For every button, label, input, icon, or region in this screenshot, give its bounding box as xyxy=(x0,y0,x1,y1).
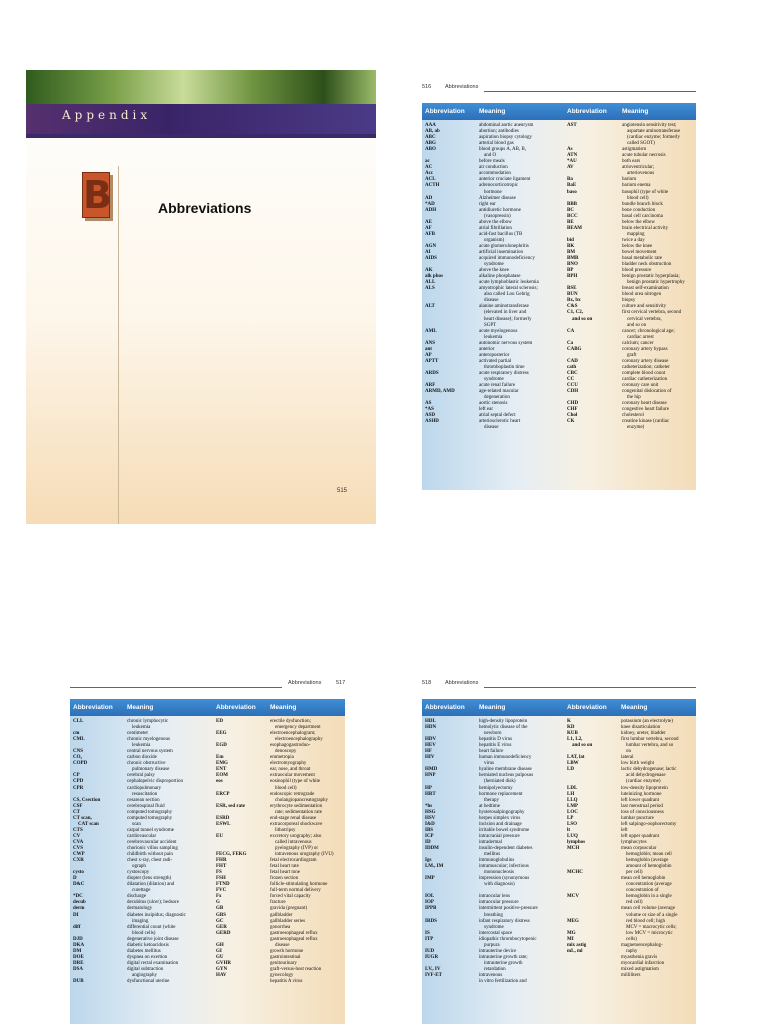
header-meaning: Meaning xyxy=(621,704,648,711)
abbreviations-table-517 xyxy=(70,699,345,1024)
appendix-label: Appendix xyxy=(62,108,152,122)
meaning-column: potassium (an electrolyte) knee disarticulation kidney, ureter, bladder first lumbar vertebra, second lumbar vertebra, and so on lateral low birth weight lactic dehydrogenase; lactic acid dehydrogenase (cardiac enzyme) low-density lipoprotein luteinizing hormone left lower quadrant last menstrual period loss of consciousness lumbar puncture left salpingo-oophorectomy left left upper quadrant lymphocytes mean corpuscular hemoglobin; mean cell hemoglobin (average amount of hemoglobin per cell) mean cell hemoglobin concentration (average concentration of hemoglobin in a single red cell) mean cell volume (average volume or size of a single red blood cell; high MCV = macrocytic cells; low MCV = microcytic cells) magnetoencephalog- raphy myasthenia gravis myocardial infarction mixed astigmatism milliliters xyxy=(621,719,679,978)
page-number: 517 xyxy=(336,680,346,686)
divider-line xyxy=(118,166,119,524)
running-head-title: Abbreviations xyxy=(288,680,322,686)
header-meaning: Meaning xyxy=(127,704,154,711)
header-abbreviation: Abbreviation xyxy=(567,108,607,115)
abbreviations-table-516 xyxy=(422,103,696,490)
header-abbreviation: Abbreviation xyxy=(425,108,465,115)
page-number: 515 xyxy=(337,488,348,494)
abbreviation-column: HDL HDN HDV HEV HF HIV HMD HNP HP HRT *hs HSG HSV I&D IBS ICP ID IDDM Igs I.M., IM IMP IOL IOP IPPB IRDS IS ITP IUD IUGR I.V., IV IVF-ET xyxy=(425,719,444,978)
meaning-column: erectile dysfunction; emergency department electroencephalogram; electroencephalography esophagogastroduo- denoscopy emmetropia electromyography ear, nose, and throat extraocular movement eosinophil (type of white blood cell) endoscopic retrograde cholangiopancreatography erythrocyte sedimentation rate; sedimentation rate end-stage renal disease extracorporeal shockwave lithotripsy excretory urography; also called intravenous pyelography (IVP) or intravenous urography (IVU) fetal electrocardiogram fetal heart rate fetal heart tone frozen section follicle-stimulating hormone full-term normal delivery forced vital capacity fracture gravida (pregnant) gallbladder gallbladder series gonorrhea gastroesophageal reflux gastroesophageal reflux disease growth hormone gastrointestinal genitourinary graft-versus-host reaction gynecology hepatitis A virus xyxy=(270,719,334,985)
page-number: 516 xyxy=(422,84,432,90)
meaning-column: high-density lipoprotein hemolytic disease of the newborn hepatitis D virus hepatitis E virus heart failure human immunodeficiency virus hyaline membrane disease herniated nucleus pulposus (herniated disk) hemipolyectomy hormone replacement therapy at bedtime hysterosalpingography herpes simplex virus incision and drainage irritable bowel syndrome intracranial pressure intradermal insulin-dependent diabetes mellitus immunoglobulins intramuscular; infectious mononucleosis impression (synonymous with diagnosis) intraocular lens intraocular pressure intermittent positive-pressure breathing infant respiratory distress syndrome intercostal space idiopathic thrombocytopenic purpura intrauterine device intrauterine growth rate; intrauterine growth retardation intravenous in vitro fertilization and xyxy=(479,719,538,985)
abbreviation-column: AAA AB, ab ABC ABG ABO ac AC Acc ACL ACTH AD *AD ADH AE AF AFB AGN AI AIDS AK alk phos ALL ALS ALT AML ANS ant AP APTT ARDS ARF ARMD, AMD AS *AS ASD ASHD xyxy=(425,123,455,425)
appendix-letter: B xyxy=(83,173,112,217)
table-header xyxy=(422,103,696,120)
table-body xyxy=(422,120,696,490)
table-header xyxy=(70,699,345,716)
running-head-title: Abbreviations xyxy=(445,84,479,90)
header-meaning: Meaning xyxy=(270,704,297,711)
header-abbreviation: Abbreviation xyxy=(73,704,113,711)
abbreviation-column: K KD KUB L1, L2, and so on LAT, lat LBW LD LDL LH LLQ LMP LOC LP LSO lt LUQ lymphos MCH MCHC MCV MEG MG MI mix astig mL, ml xyxy=(567,719,593,954)
meaning-column: abdominal aortic aneurysm abortion; antibodies aspiration biopsy cytology arterial blood gas blood groups A, AB, B, and O before meals air conduction accommodation anterior cruciate ligament adrenocorticotropic hormone Alzheimer disease right ear antidiuretic hormone (vasopressin) above the elbow atrial fibrillation acid-fast bacillus (TB organism) acute glomerulonephritis artificial insemination acquired immunodeficiency syndrome above the knee alkaline phosphatase acute lymphoblastic leukemia amyotrophic lateral sclerosis; also called Lou Gehrig disease alanine aminotransferase (elevated in liver and heart disease); formerly SGPT acute myelogenous leukemia autonomic nervous system anterior anteroposterior activated partial thromboplastin time acute respiratory distress syndrome acute renal failure age-related macular degeneration aortic stenosis left ear atrial septal defect arteriosclerotic heart disease xyxy=(479,123,539,431)
appendix-title-page xyxy=(26,70,376,524)
abbreviations-table-518 xyxy=(422,699,696,1024)
header-meaning: Meaning xyxy=(479,704,506,711)
header-meaning: Meaning xyxy=(479,108,506,115)
abbreviation-column: CLL cm CML CNS CO₂ COPD CP CPD CPR CS, Csection CSF CT CT scan, CAT scan CTS CV CVA CVS CWP CXR cysto D D&C *DC decub derm DI diff DJD DKA DM DOE DRE DSA DUB xyxy=(73,719,101,985)
running-head-rule xyxy=(70,687,282,688)
header-meaning: Meaning xyxy=(622,108,649,115)
header-abbreviation: Abbreviation xyxy=(216,704,256,711)
running-head-title: Abbreviations xyxy=(445,680,479,686)
meaning-column: chronic lymphocytic leukemia centimeter chronic myelogenous leukemia central nervous system carbon dioxide chronic obstructive pulmonary disease cerebral palsy cephalopelvic disproportion cardiopulmonary resuscitation cesarean section cerebrospinal fluid computed tomography computed tomography scan carpal tunnel syndrome cardiovascular cerebrovascular accident chorionic villus sampling childbirth without pain chest x-ray, chest radi- ograph cystoscopy diopter (lens strength) dilatation (dilation) and curettage discharge decubitus (ulcer); bedsore dermatology diabetes insipidus; diagnostic imaging differential count (white blood cells) degenerative joint disease diabetic ketoacidosis diabetes mellitus dyspnea on exertion digital rectal examination digital subtraction angiography dysfunctional uterine xyxy=(127,719,186,985)
header-stripe xyxy=(26,134,376,138)
table-body xyxy=(422,716,696,1024)
meaning-column: angiotensin sensitivity test; aspartate aminotransferase (cardiac enzyme; formerly called SGOT) astigmatism acute tubular necrosis both ears atrioventricular; arteriovenous barium barium enema basophil (type of white blood cell) bundle branch block bone conduction basal cell carcinoma below the elbow brain electrical activity mapping twice a day below the knee bowel movement basal metabolic rate bladder neck obstruction blood pressure benign prostatic hyperplasia; benign prostatic hypertrophy breast self-examination blood urea nitrogen biopsy culture and sensitivity first cervical vertebra, second cervical vertebra, and so on cancer; chronological age; cardiac arrest calcium; cancer coronary artery bypass graft coronary artery disease catheterization; catheter complete blood count cardiac catheterization coronary care unit congenital dislocation of the hip coronary heart disease congestive heart failure cholesterol creatine kinase (cardiac enzyme) xyxy=(622,123,685,431)
table-header xyxy=(422,699,696,716)
page-number: 518 xyxy=(422,680,432,686)
header-abbreviation: Abbreviation xyxy=(567,704,607,711)
running-head-rule xyxy=(484,91,696,92)
header-photo xyxy=(26,70,376,104)
abbreviation-column: AST As ATN *AU AV Ba BaE baso BBB BC BCC BE BEAM bid BK BM BMR BNO BP BPH BSE BUN Bx, bx C&S C1, C2, and so on CA Ca CABG CAD cath CBC CC CCU CDH CHD CHF Chol CK xyxy=(567,123,593,425)
page-title: Abbreviations xyxy=(158,200,252,216)
header-abbreviation: Abbreviation xyxy=(425,704,465,711)
running-head-rule xyxy=(484,687,696,688)
table-body xyxy=(70,716,345,1024)
abbreviation-column: ED EEG EGD Em EMG ENT EOM eos ERCP ESR, sed rate ESRD ESWL EU FECG, FEKG FHR FHT FS FSH FTND FVC Fx G GB GBS GC GER GERD GH GI GU GVHR GYN HAV xyxy=(216,719,247,978)
